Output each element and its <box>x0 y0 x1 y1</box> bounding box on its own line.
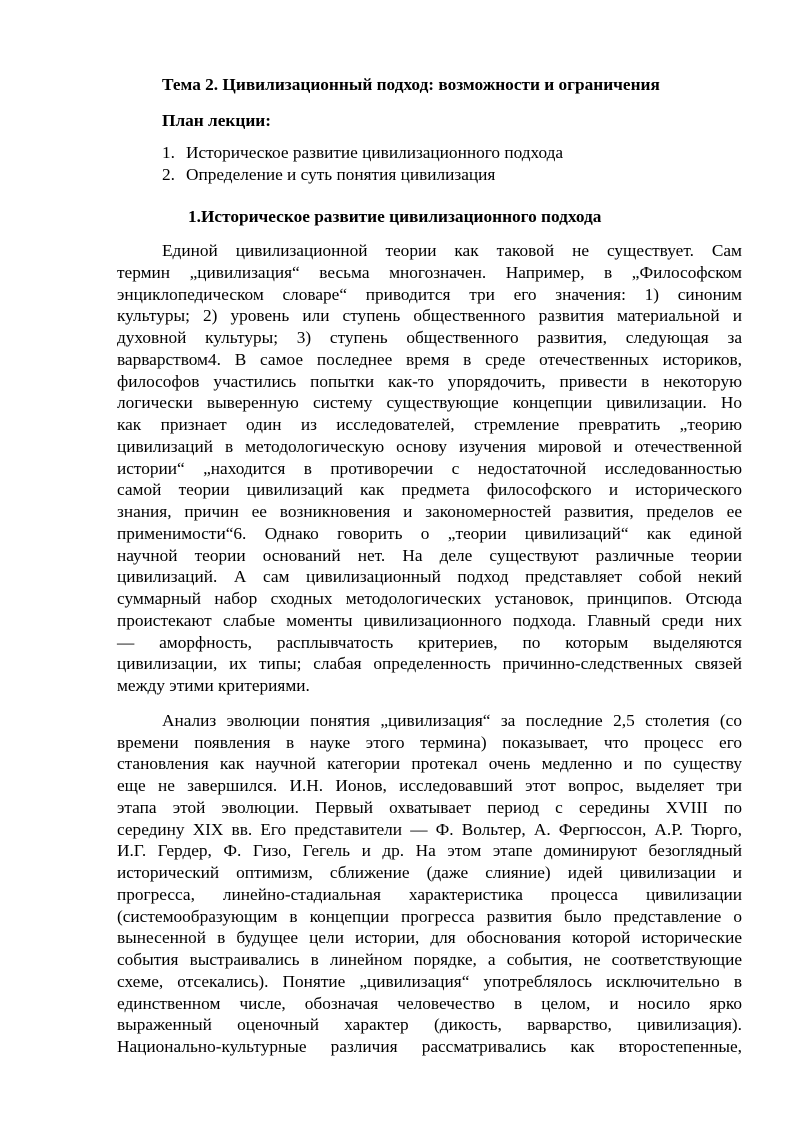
page-title: Тема 2. Цивилизационный подход: возможности и ограничения <box>162 75 660 94</box>
paragraph-line: научной теории оснований нет. На деле существуют различные теории <box>117 545 742 565</box>
paragraph-line: духовной культуры; 3) ступень общественного развития, следующая за <box>117 328 742 347</box>
paragraph-line: между этими критериями. <box>117 676 310 695</box>
paragraph-line: времени появления в науке этого термина) показывает, что процесс его <box>117 732 742 752</box>
paragraph-line: единственном числе, обозначая человечество в целом, и носило ярко <box>117 993 742 1013</box>
paragraph-line: как признает один из исследователей, стремление превратить „теорию <box>117 415 742 434</box>
paragraph-line: схеме, отсекались). Понятие „цивилизация“ употреблялось исключительно в <box>117 971 742 991</box>
plan-list <box>162 142 742 186</box>
paragraph-line: термин „цивилизация“ весьма многозначен. Например, в „Философском <box>117 262 742 282</box>
paragraph-line: цивилизации, их типы; слабая определенность причинно-следственных связей <box>117 654 742 674</box>
paragraph-line: И.Г. Гердер, Ф. Гизо, Гегель и др. На этом этапе доминируют безоглядный <box>117 841 742 861</box>
plan-heading: План лекции: <box>162 111 272 130</box>
paragraph-line: философов участились попытки как-то упорядочить, привести в некоторую <box>117 371 742 391</box>
paragraph-line: прогресса, линейно-стадиальная характеристика процесса цивилизации <box>117 884 742 904</box>
paragraph-line: (системообразующим в концепции прогресса развития было представление о <box>117 906 742 926</box>
paragraph-line: цивилизаций. А сам цивилизационный подход представляет собой некий <box>117 567 742 587</box>
paragraph-line: применимости“6. Однако говорить о „теории цивилизаций“ как единой <box>117 523 742 543</box>
paragraph-line: еще не завершился. И.Н. Ионов, исследовавший этот вопрос, выделяет три <box>117 776 742 795</box>
section-heading: 1.Историческое развитие цивилизационного подхода <box>188 207 602 226</box>
plan-item-text: Определение и суть понятия цивилизация <box>186 165 496 184</box>
paragraph-1 <box>117 240 742 697</box>
paragraph-line: исторический оптимизм, сближение (даже слияние) идей цивилизации и <box>117 863 742 882</box>
paragraph-line: культуры; 2) уровень или ступень общественного развития материальной и <box>117 306 742 326</box>
paragraph-line: проистекают слабые моменты цивилизационного подхода. Главный среди них <box>117 610 742 630</box>
document-page <box>117 74 742 1058</box>
plan-item-number: 2. <box>162 165 175 184</box>
plan-list-item <box>162 142 742 164</box>
paragraph-line: знания, причин ее возникновения и закономерностей развития, пределов ее <box>117 502 742 521</box>
paragraph-line: цивилизаций в методологическую основу изучения мировой и отечественной <box>117 436 742 456</box>
paragraph-line: Национально-культурные различия рассматривались как второстепенные, <box>117 1037 742 1056</box>
paragraph-line: этапа этой эволюции. Первый охватывает период с середины XVIII по <box>117 797 742 817</box>
paragraph-line: суммарный набор сходных методологических установок, принципов. Отсюда <box>117 589 742 608</box>
paragraph-line: события выстраивались в линейном порядке, а события, не соответствующие <box>117 950 742 969</box>
plan-list-item <box>162 164 742 186</box>
paragraph-line: выраженный оценочный характер (дикость, варварство, цивилизация). <box>117 1015 742 1035</box>
paragraph-line: самой теории цивилизаций как предмета философского и исторического <box>117 480 742 500</box>
paragraph-line: энциклопедическом словаре“ приводится три его значения: 1) синоним <box>117 284 742 304</box>
paragraph-line: истории“ „находится в противоречии с недостаточной исследованностью <box>117 458 742 478</box>
paragraph-line: становления как научной категории протекал очень медленно и по существу <box>117 754 742 774</box>
paragraph-line: Единой цивилизационной теории как таковой не существует. Сам <box>162 241 742 260</box>
paragraph-line: Анализ эволюции понятия „цивилизация“ за последние 2,5 столетия (со <box>162 710 742 730</box>
paragraph-2 <box>117 710 742 1058</box>
paragraph-line: середину XIX вв. Его представители — Ф. Вольтер, А. Фергюссон, А.Р. Тюрго, <box>117 819 742 839</box>
paragraph-line: вынесенной в будущее цели истории, для обоснования которой исторические <box>117 928 742 948</box>
plan-item-number: 1. <box>162 143 175 162</box>
plan-item-text: Историческое развитие цивилизационного подхода <box>186 143 564 162</box>
paragraph-line: варварством4. В самое последнее время в среде отечественных историков, <box>117 349 742 369</box>
paragraph-line: — аморфность, расплывчатость критериев, по которым выделяются <box>117 632 742 652</box>
paragraph-line: логически выверенную систему существующие концепции цивилизации. Но <box>117 393 742 413</box>
